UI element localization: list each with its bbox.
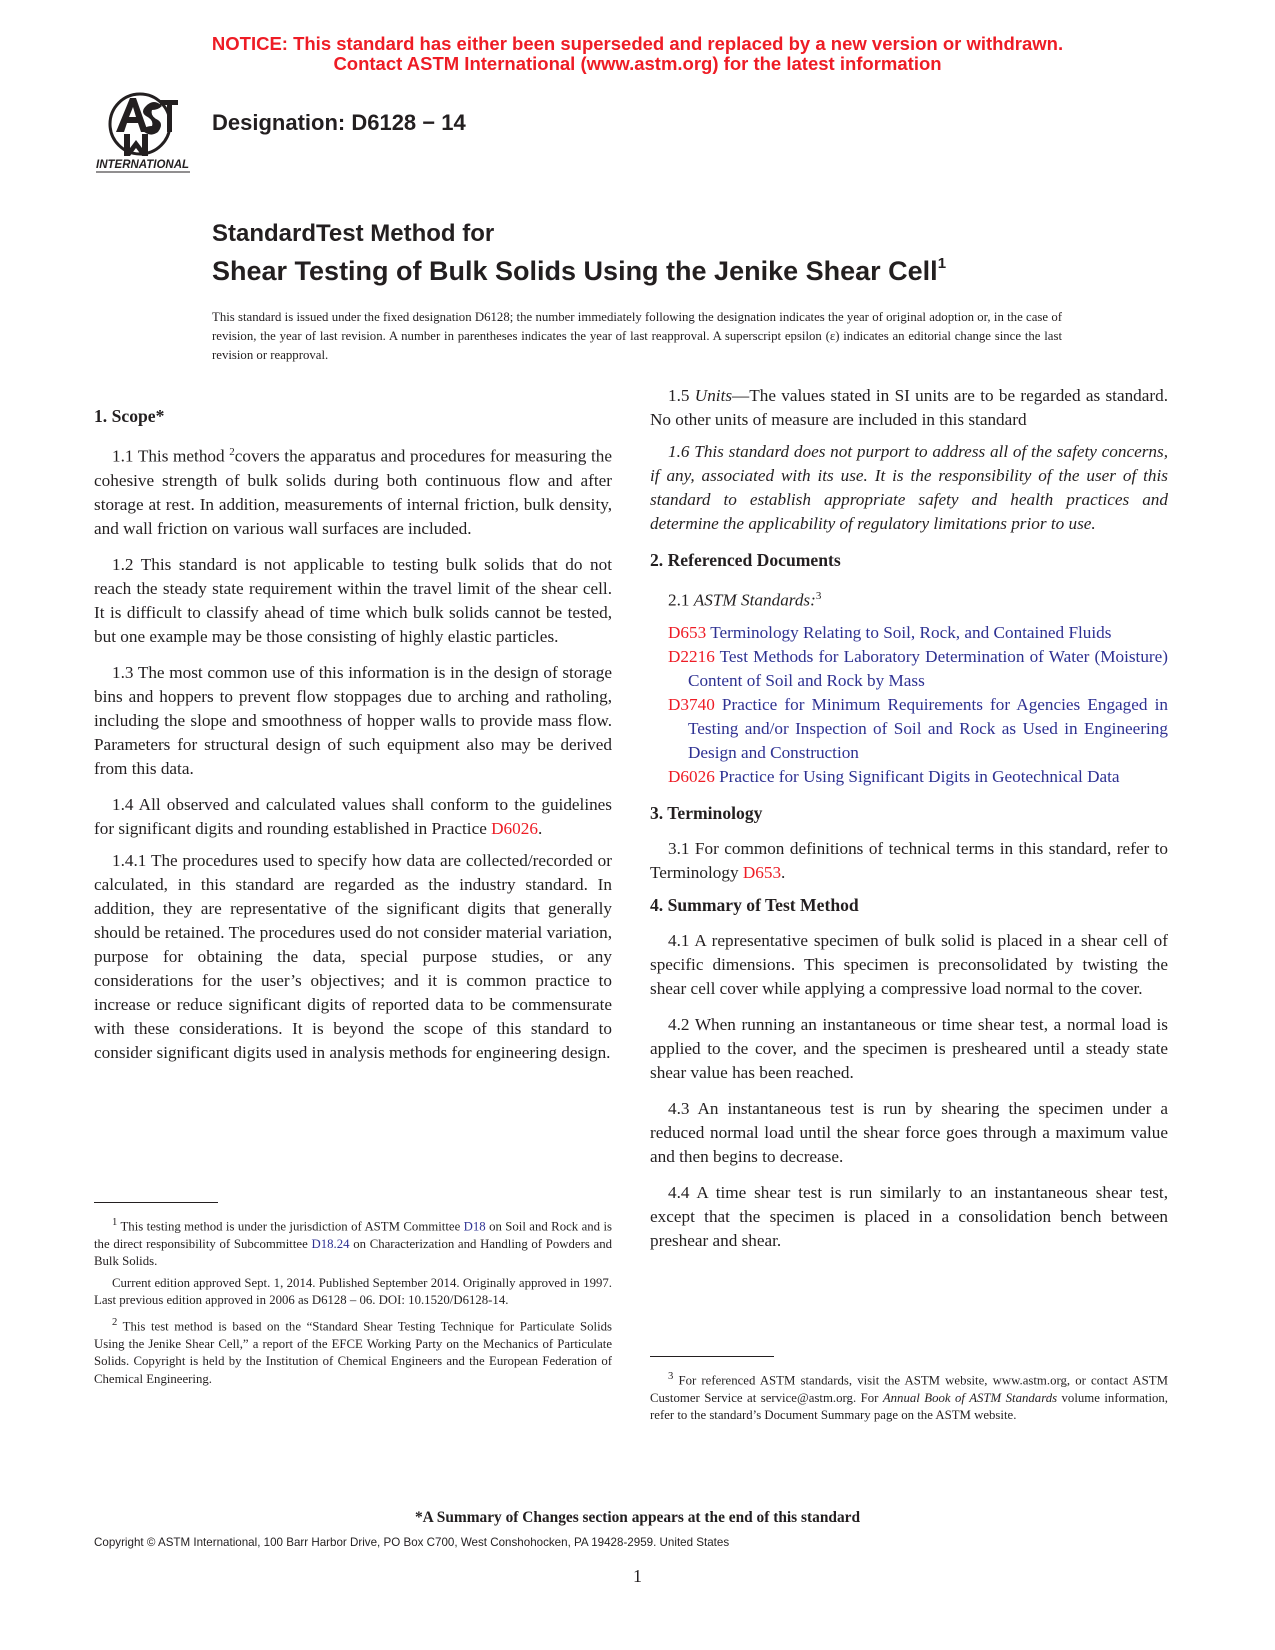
- reference-d653[interactable]: D653 Terminology Relating to Soil, Rock, and Contained Fluids: [668, 622, 1112, 642]
- footnote-2: $^2$ This test method is based on the “Standard Shear Testing Technique for Particulate Solids Using the Jenike Shear Cell,” a report of the EFCE Working Party on the Mechanics of Particulate Solids. Copyright is held by the Institution of Chemical Engineers and the European Federation of Chemical Engineering.: [94, 1316, 612, 1386]
- footnote-divider-left: [94, 1202, 218, 1203]
- astm-logo-icon: [96, 86, 196, 182]
- section-heading-terminology: 3. Terminology: [650, 802, 763, 823]
- designation: Designation: D6128 − 14: [212, 110, 466, 135]
- reference-d2216[interactable]: D2216 Test Methods for Laboratory Determination of Water (Moisture) Content of Soil and Rock by Mass: [668, 646, 1168, 690]
- footnote-3: $^3$ For referenced ASTM standards, visit the ASTM website, www.astm.org, or contact ASTM Customer Service at service@astm.org. For Annual Book of ASTM Standards volume information, refer to the standard’s Document Summary page on the ASTM website.: [650, 1371, 1168, 1423]
- left-column: [94, 404, 612, 1077]
- logo-text: INTERNATIONAL: [96, 159, 190, 171]
- paragraph-2-1: 2.1 ASTM Standards:$^3$: [668, 590, 822, 610]
- paragraph-4-4: 4.4 A time shear test is run similarly to an instantaneous shear test, except that the specimen is placed in a consolidation bench between preshear and shear.: [650, 1182, 1168, 1250]
- document-title: [212, 218, 946, 287]
- title-footnote-marker: 1: [937, 255, 947, 272]
- paragraph-4-1: 4.1 A representative specimen of bulk solid is placed in a shear cell of specific dimensions. This specimen is preconsolidated by twisting the shear cell cover while applying a compressive load normal to the cover.: [650, 930, 1168, 998]
- paragraph-1-5: 1.5 Units—The values stated in SI units are to be regarded as standard. No other units of measure are included in this standard: [650, 386, 1168, 429]
- paragraph-1-1: 1.1 This method $^2$covers the apparatus and procedures for measuring the cohesive strength of bulk solids during both continuous flow and after storage at rest. In addition, measurements of internal friction, bulk density, and wall friction on various wall surfaces are included.: [94, 446, 612, 538]
- paragraph-4-3: 4.3 An instantaneous test is run by shearing the specimen under a reduced normal load until the shear force goes through a maximum value and then begins to decrease.: [650, 1098, 1168, 1166]
- paragraph-3-1: 3.1 For common definitions of technical terms in this standard, refer to Terminology D653.: [650, 838, 1168, 882]
- notice-line-2: Contact ASTM International (www.astm.org) for the latest information: [333, 53, 942, 74]
- link-d653[interactable]: D653: [742, 862, 782, 882]
- paragraph-1-4: 1.4 All observed and calculated values shall conform to the guidelines for significant digits and rounding established in Practice D6026.: [94, 794, 612, 838]
- footnotes-right: [650, 1368, 1168, 1429]
- footnotes-left: [94, 1214, 612, 1392]
- paragraph-1-2: 1.2 This standard is not applicable to testing bulk solids that do not reach the steady state requirement within the travel limit of the shear cell. It is difficult to classify ahead of time which bulk solids cannot be tested, but one example may be those consisting of highly elastic particles.: [94, 554, 612, 646]
- section-heading-scope: 1. Scope*: [94, 406, 165, 426]
- section-heading-summary-of-test-method: 4. Summary of Test Method: [650, 894, 859, 915]
- footnote-1: $^1$ This testing method is under the jurisdiction of ASTM Committee D18 on Soil and Rock and is the direct responsibility of Subcommittee D18.24 on Characterization and Handling of Powders and Bulk Solids.: [94, 1217, 612, 1269]
- title-line-1: StandardTest Method for: [212, 220, 495, 247]
- section-heading-referenced-documents: 2. Referenced Documents: [650, 550, 841, 570]
- issued-note: This standard is issued under the fixed designation D6128; the number immediately following the designation indicates the year of original adoption or, in the case of revision, the year of last revision. A number in parentheses indicates the year of last reapproval. A superscript epsilon (ε) indicates an editorial change since the last revision or reapproval.: [212, 310, 1062, 362]
- summary-of-changes-note: *A Summary of Changes section appears at the end of this standard: [414, 1509, 861, 1526]
- paragraph-1-4-1: 1.4.1 The procedures used to specify how data are collected/recorded or calculated, in this standard are regarded as the industry standard. In addition, they are representative of the significant digits that generally should be retained. The procedures used do not consider material variation, purpose for obtaining the data, special purpose studies, or any considerations for the user’s objectives; and it is common practice to increase or reduce significant digits of reported data to be commensurate with these considerations. It is beyond the scope of this standard to consider significant digits used in analysis methods for engineering design.: [94, 850, 612, 1062]
- link-d18[interactable]: D18: [463, 1219, 486, 1234]
- right-column: [650, 384, 1168, 1265]
- notice-line-1: NOTICE: This standard has either been superseded and replaced by a new version or withdrawn.: [211, 33, 1064, 54]
- paragraph-4-2: 4.2 When running an instantaneous or time shear test, a normal load is applied to the cover, and the specimen is presheared until a steady state shear value has been reached.: [650, 1014, 1168, 1082]
- astm-logo: [96, 86, 196, 182]
- footnote-1-edition: Current edition approved Sept. 1, 2014. Published September 2014. Originally approved in 1997. Last previous edition approved in 2006 as D6128 – 06. DOI: 10.1520/D6128-14.: [94, 1275, 612, 1308]
- page-number: 1: [633, 1566, 642, 1586]
- link-d18-24[interactable]: D18.24: [311, 1236, 350, 1251]
- withdrawal-notice: [0, 34, 1275, 74]
- copyright: Copyright © ASTM International, 100 Barr Harbor Drive, PO Box C700, West Conshohocken, PA 19428-2959. United States: [94, 1536, 730, 1549]
- paragraph-1-3: 1.3 The most common use of this information is in the design of storage bins and hoppers to prevent flow stoppages due to arching and ratholing, including the slope and smoothness of hopper walls to provide mass flow. Parameters for structural design of such equipment also may be derived from this data.: [94, 662, 612, 778]
- link-d6026[interactable]: D6026: [491, 818, 538, 838]
- reference-d3740[interactable]: D3740 Practice for Minimum Requirements for Agencies Engaged in Testing and/or Inspection of Soil and Rock as Used in Engineering Design and Construction: [668, 694, 1168, 762]
- title-line-2: Shear Testing of Bulk Solids Using the Jenike Shear Cell: [212, 256, 938, 286]
- footnote-divider-right: [650, 1356, 774, 1357]
- paragraph-1-6: 1.6 This standard does not purport to address all of the safety concerns, if any, associated with its use. It is the responsibility of the user of this standard to establish appropriate safety and health practices and determine the applicability of regulatory limitations prior to use.: [650, 442, 1168, 533]
- reference-d6026[interactable]: D6026 Practice for Using Significant Digits in Geotechnical Data: [668, 766, 1120, 786]
